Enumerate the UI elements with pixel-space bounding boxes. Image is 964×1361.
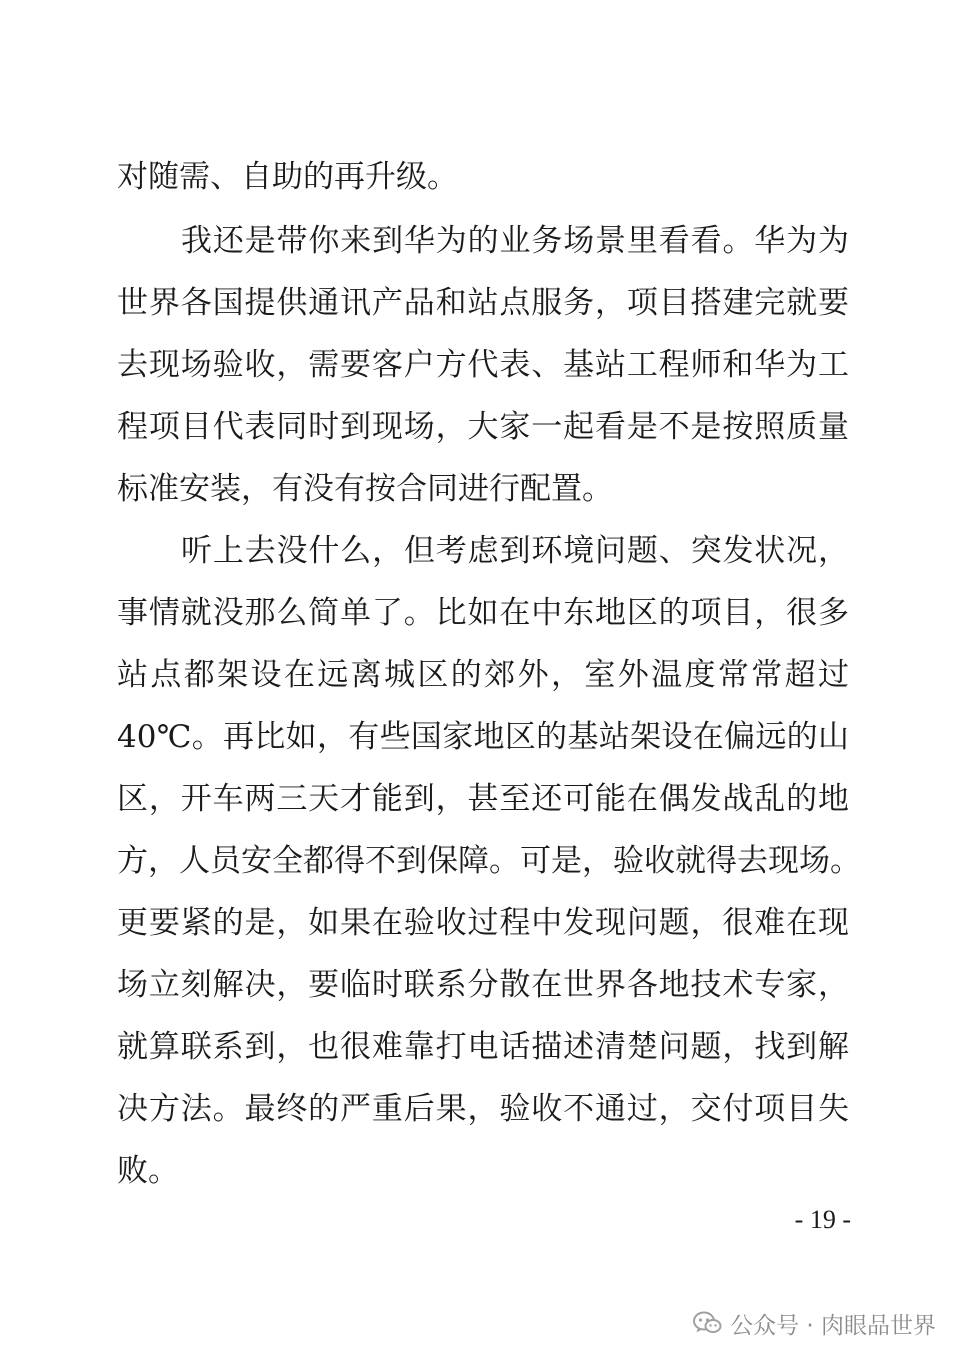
paragraph-line: 区，开车两三天才能到，甚至还可能在偶发战乱的地 [117,781,849,817]
wechat-official-account-icon [692,1310,722,1336]
paragraph-line: 方，人员安全都得不到保障。可是，验收就得去现场。 [117,843,861,879]
paragraph-line: 就算联系到，也很难靠打电话描述清楚问题，找到解 [117,1029,849,1065]
paragraph-line: 事情就没那么简单了。比如在中东地区的项目，很多 [117,595,849,631]
paragraph-line: 世界各国提供通讯产品和站点服务，项目搭建完就要 [117,285,849,321]
paragraph-line: 我还是带你来到华为的业务场景里看看。华为为 [181,223,849,259]
paragraph-line: 标准安装，有没有按合同进行配置。 [117,471,613,507]
watermark [692,1306,936,1340]
paragraph-line: 败。 [117,1153,179,1189]
paragraph-line: 更要紧的是，如果在验收过程中发现问题，很难在现 [117,905,849,941]
paragraph-line: 听上去没什么，但考虑到环境问题、突发状况， [181,533,849,569]
paragraph-line: 程项目代表同时到现场，大家一起看是不是按照质量 [117,409,849,445]
paragraph-line: 去现场验收，需要客户方代表、基站工程师和华为工 [117,347,849,383]
watermark-text: 公众号 · 肉眼品世界 [730,1312,936,1339]
paragraph-line: 场立刻解决，要临时联系分散在世界各地技术专家， [117,967,849,1003]
paragraph-line: 40℃。再比如，有些国家地区的基站架设在偏远的山 [117,719,849,755]
page-number: - 19 - [794,1205,851,1234]
paragraph-line: 站点都架设在远离城区的郊外，室外温度常常超过 [117,657,849,693]
paragraph-line: 对随需、自助的再升级。 [117,159,458,195]
paragraph-line: 决方法。最终的严重后果，验收不通过，交付项目失 [117,1091,849,1127]
